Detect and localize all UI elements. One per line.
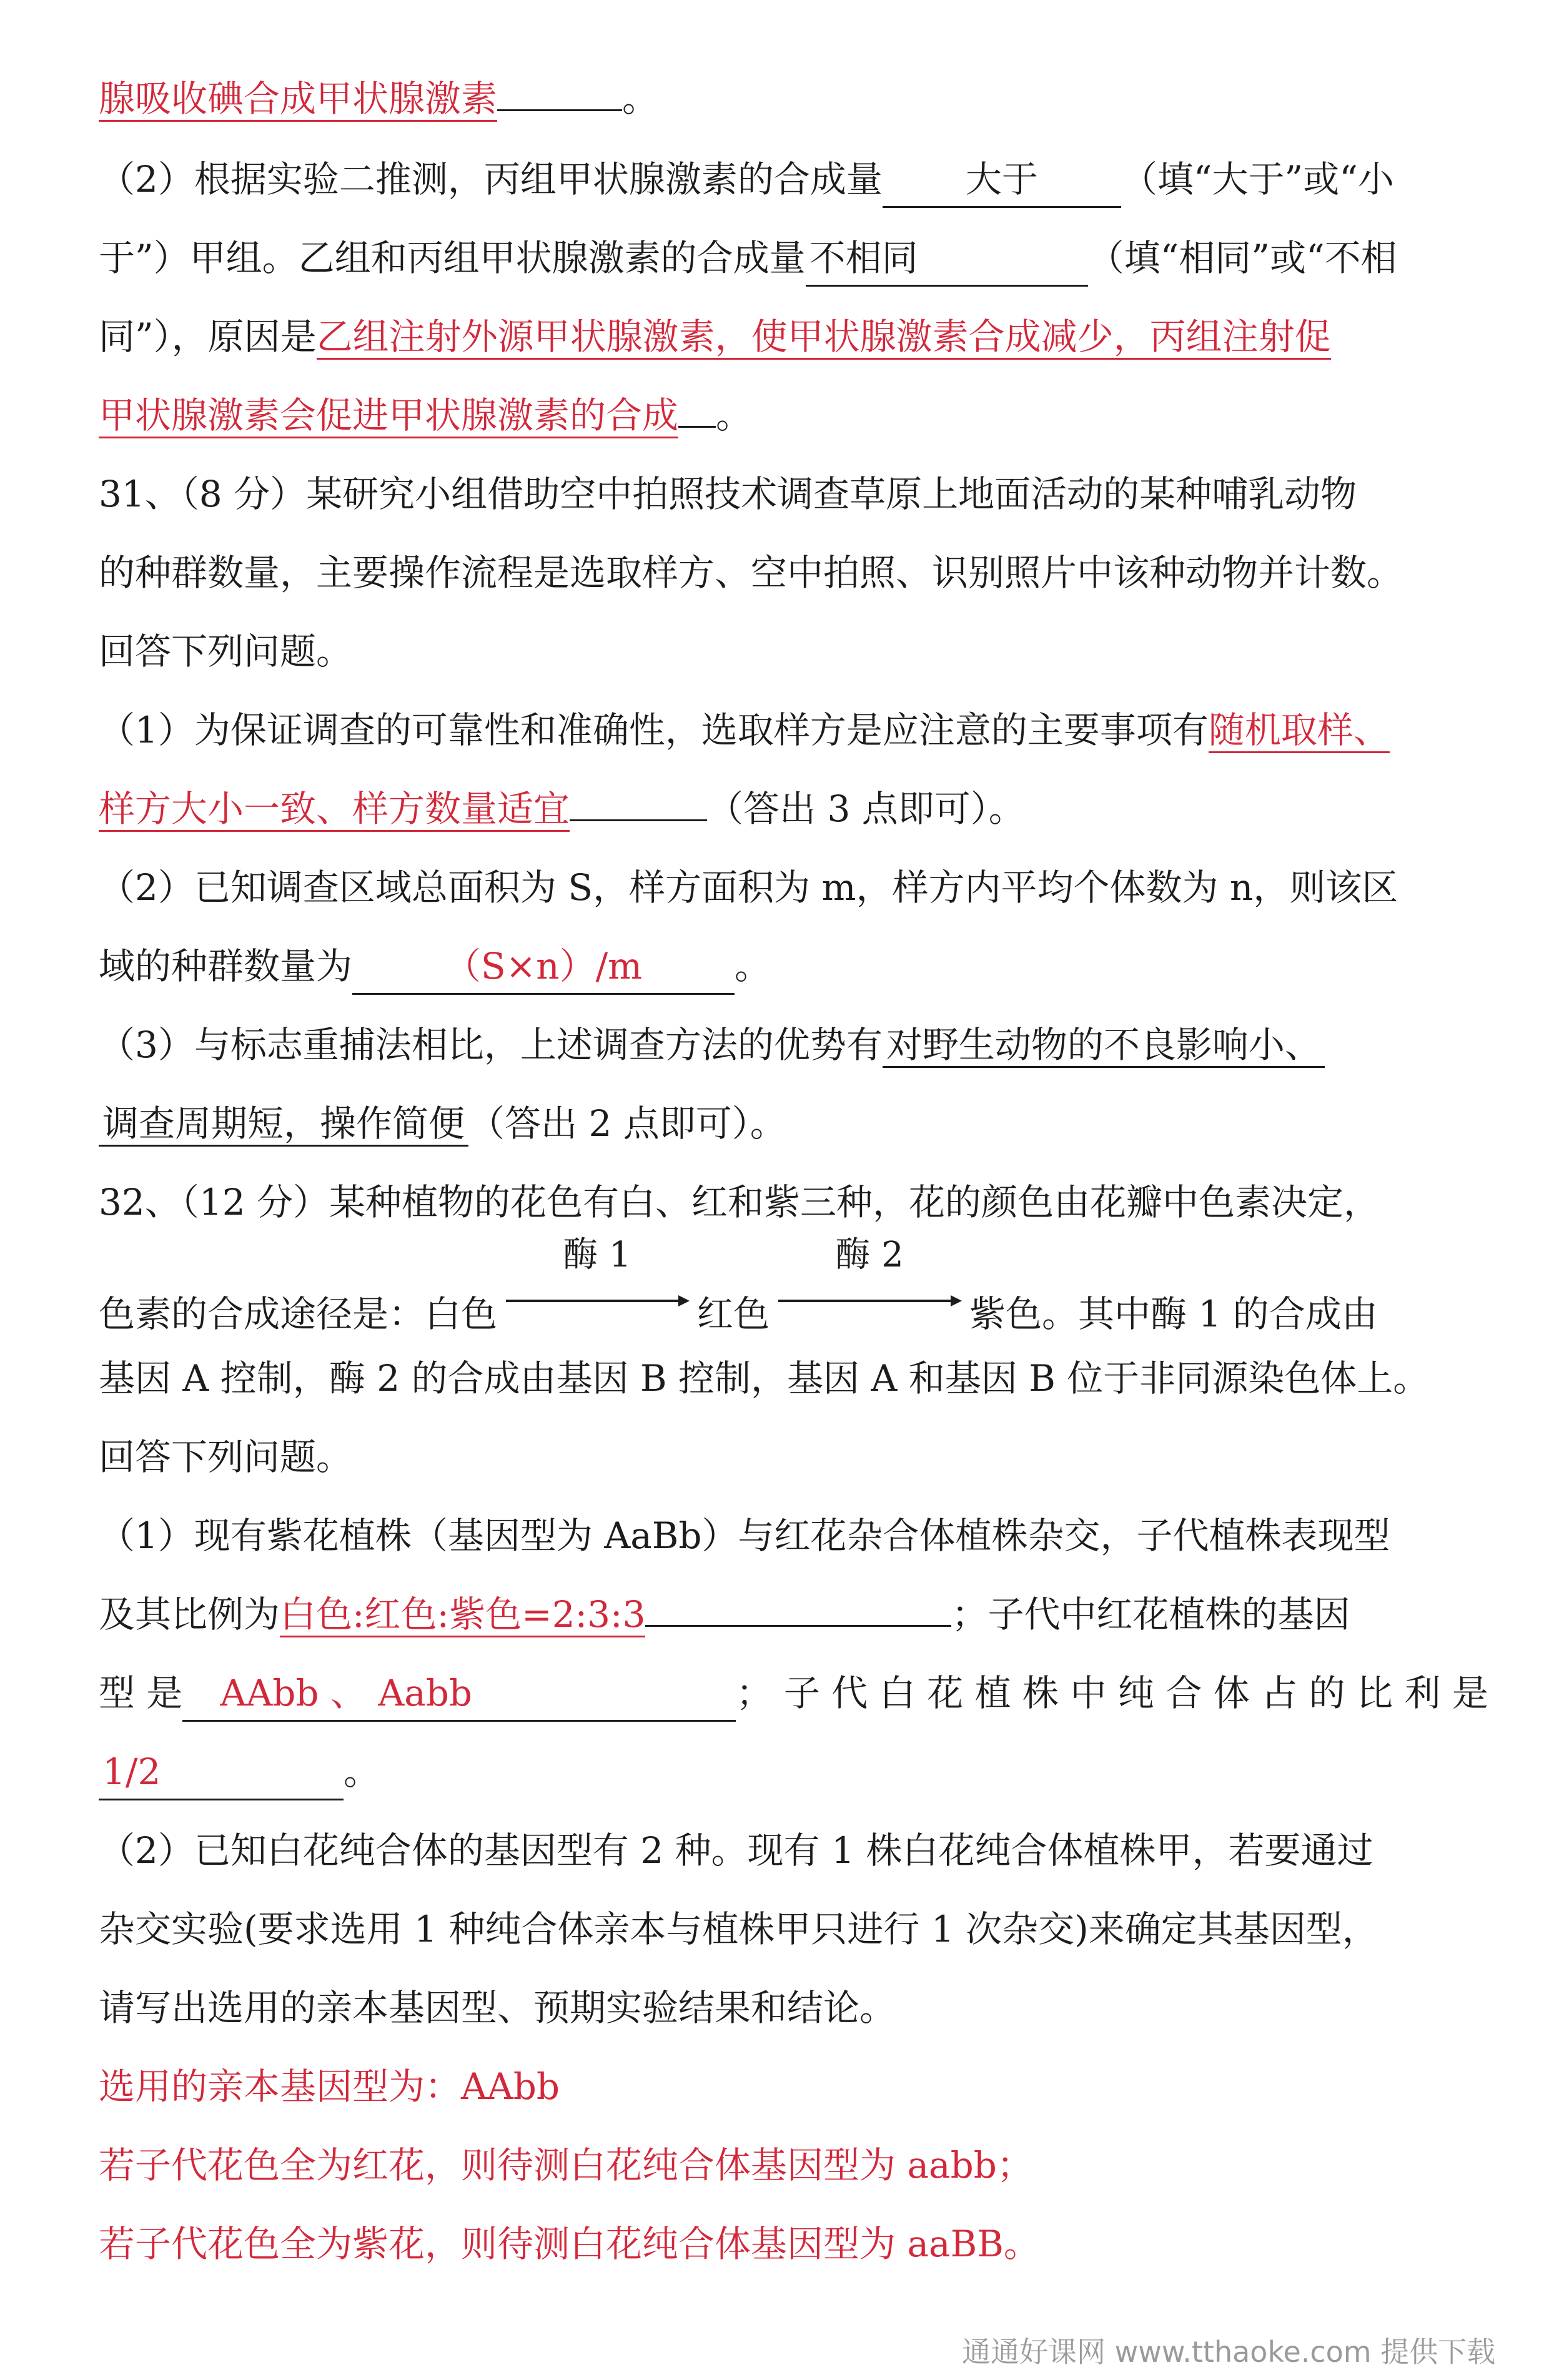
answer-text: 白色:红色:紫色=2:3:3 bbox=[280, 1593, 645, 1637]
answer-text: 乙组注射外源甲状腺激素，使甲状腺激素合成减少，丙组注射促 bbox=[317, 315, 1331, 360]
text: ；子代中红花植株的基因 bbox=[951, 1593, 1350, 1636]
text: 。 bbox=[622, 77, 659, 120]
q32-part1-line4 bbox=[99, 1745, 1485, 1799]
text: 杂交实验(要求选用 1 种纯合体亲本与植株甲只进行 1 次杂交)来确定其基因型， bbox=[99, 1908, 1378, 1950]
q32-part2-line2 bbox=[99, 1902, 1485, 1956]
q31-part1-line2 bbox=[99, 782, 1485, 836]
q32-part1-line2 bbox=[99, 1587, 1485, 1641]
q31-part2-line2 bbox=[99, 939, 1485, 993]
q31-stem-line3 bbox=[99, 625, 1485, 678]
text: 回答下列问题。 bbox=[99, 1436, 353, 1478]
text: 及其比例为 bbox=[99, 1593, 280, 1636]
answer-text: 大于 bbox=[883, 152, 1121, 208]
q32-answer-line1 bbox=[99, 2060, 1485, 2113]
text: ； 子 代 白 花 植 株 中 纯 合 体 占 的 比 利 是 bbox=[736, 1672, 1488, 1714]
text: （答出 3 点即可）。 bbox=[707, 788, 1025, 830]
text: （1）为保证调查的可靠性和准确性，选取样方是应注意的主要事项有 bbox=[99, 709, 1209, 751]
q31-part1-line1 bbox=[99, 703, 1485, 757]
q32-stem-line4 bbox=[99, 1430, 1485, 1484]
text: 。 bbox=[716, 394, 753, 437]
q32-pathway-line bbox=[99, 1235, 1485, 1335]
q32-stem-line1 bbox=[99, 1175, 1485, 1229]
text: 回答下列问题。 bbox=[99, 630, 353, 673]
text: 于”）甲组。乙组和丙组甲状腺激素的合成量 bbox=[99, 237, 806, 279]
blank-underline bbox=[497, 72, 622, 111]
q31-part3-line2 bbox=[99, 1097, 1485, 1150]
text: 同”），原因是 bbox=[99, 315, 317, 358]
answer-text: 1/2 bbox=[99, 1745, 344, 1800]
q32-answer-line3 bbox=[99, 2217, 1485, 2271]
q31-stem-line1 bbox=[99, 467, 1485, 521]
text: （2）根据实验二推测，丙组甲状腺激素的合成量 bbox=[99, 158, 883, 200]
text: 型 是 bbox=[99, 1672, 183, 1714]
q30-part2-line1 bbox=[99, 152, 1485, 206]
answer-text: （S×n）/m bbox=[352, 939, 735, 995]
answer-text: 调查周期短，操作简便 bbox=[99, 1102, 468, 1147]
q31-part3-line1 bbox=[99, 1018, 1485, 1072]
answer-text: 随机取样、 bbox=[1209, 709, 1390, 753]
enzyme1-arrow bbox=[503, 1235, 691, 1326]
q30-line-end bbox=[99, 72, 1485, 126]
text: 请写出选用的亲本基因型、预期实验结果和结论。 bbox=[99, 1987, 896, 2029]
answer-text: 样方大小一致、样方数量适宜 bbox=[99, 788, 570, 832]
q32-part1-line1 bbox=[99, 1509, 1485, 1563]
answer-text: 若子代花色全为红花，则待测白花纯合体基因型为 aabb； bbox=[99, 2144, 1033, 2186]
q32-stem-line3 bbox=[99, 1351, 1485, 1405]
text: 红色 bbox=[697, 1293, 770, 1335]
text: 。 bbox=[735, 945, 771, 987]
text: 31、（8 分）某研究小组借助空中拍照技术调查草原上地面活动的某种哺乳动物 bbox=[99, 473, 1357, 515]
q32-answer-line2 bbox=[99, 2138, 1485, 2192]
answer-text: 若子代花色全为紫花，则待测白花纯合体基因型为 aaBB。 bbox=[99, 2223, 1040, 2265]
blank-underline bbox=[645, 1587, 951, 1627]
text: 。 bbox=[344, 1750, 380, 1793]
text: （填“大于”或“小 bbox=[1121, 158, 1394, 200]
text: （2）已知白花纯合体的基因型有 2 种。现有 1 株白花纯合体植株甲，若要通过 bbox=[99, 1829, 1373, 1872]
blank-underline bbox=[678, 388, 716, 428]
text: （2）已知调查区域总面积为 S，样方面积为 m，样方内平均个体数为 n，则该区 bbox=[99, 866, 1398, 909]
q30-part2-line2 bbox=[99, 231, 1485, 285]
answer-text: 不相同 bbox=[806, 231, 1088, 287]
text: （3）与标志重捕法相比，上述调查方法的优势有 bbox=[99, 1024, 883, 1066]
text: 色素的合成途径是：白色 bbox=[99, 1293, 498, 1335]
q31-stem-line2 bbox=[99, 546, 1485, 600]
q30-part2-line3 bbox=[99, 310, 1485, 363]
q30-part2-line4 bbox=[99, 388, 1485, 442]
answer-text: 甲状腺激素会促进甲状腺激素的合成 bbox=[99, 394, 678, 438]
text: （填“相同”或“不相 bbox=[1087, 237, 1397, 279]
answer-text: 腺吸收碘合成甲状腺激素 bbox=[99, 77, 497, 122]
text: （1）现有紫花植株（基因型为 AaBb）与红花杂合体植株杂交，子代植株表现型 bbox=[99, 1514, 1390, 1557]
arrow-right-icon bbox=[776, 1291, 963, 1310]
text: 的种群数量，主要操作流程是选取样方、空中拍照、识别照片中该种动物并计数。 bbox=[99, 551, 1403, 594]
arrow-right-icon bbox=[503, 1291, 691, 1310]
text: 紫色。其中酶 1 的合成由 bbox=[969, 1293, 1378, 1335]
q31-part2-line1 bbox=[99, 861, 1485, 914]
text: 域的种群数量为 bbox=[99, 945, 353, 987]
answer-text: AAbb 、 Aabb bbox=[182, 1666, 736, 1722]
q32-part2-line1 bbox=[99, 1824, 1485, 1877]
enzyme1-label: 酶 1 bbox=[563, 1235, 631, 1275]
q32-part1-line3 bbox=[99, 1666, 1488, 1720]
text: 32、（12 分）某种植物的花色有白、红和紫三种，花的颜色由花瓣中色素决定， bbox=[99, 1181, 1380, 1223]
answer-text: 选用的亲本基因型为：AAbb bbox=[99, 2065, 560, 2108]
text: 基因 A 控制，酶 2 的合成由基因 B 控制，基因 A 和基因 B 位于非同源染色体上。 bbox=[99, 1357, 1430, 1400]
q32-part2-line3 bbox=[99, 1981, 1485, 2035]
footer-watermark: 通通好课网 www.tthaoke.com 提供下载 bbox=[962, 2335, 1496, 2369]
answer-text: 对野生动物的不良影响小、 bbox=[883, 1024, 1325, 1068]
text: （答出 2 点即可）。 bbox=[468, 1102, 786, 1145]
enzyme2-arrow bbox=[776, 1235, 963, 1326]
blank-underline bbox=[570, 782, 707, 821]
enzyme2-label: 酶 2 bbox=[835, 1235, 904, 1275]
